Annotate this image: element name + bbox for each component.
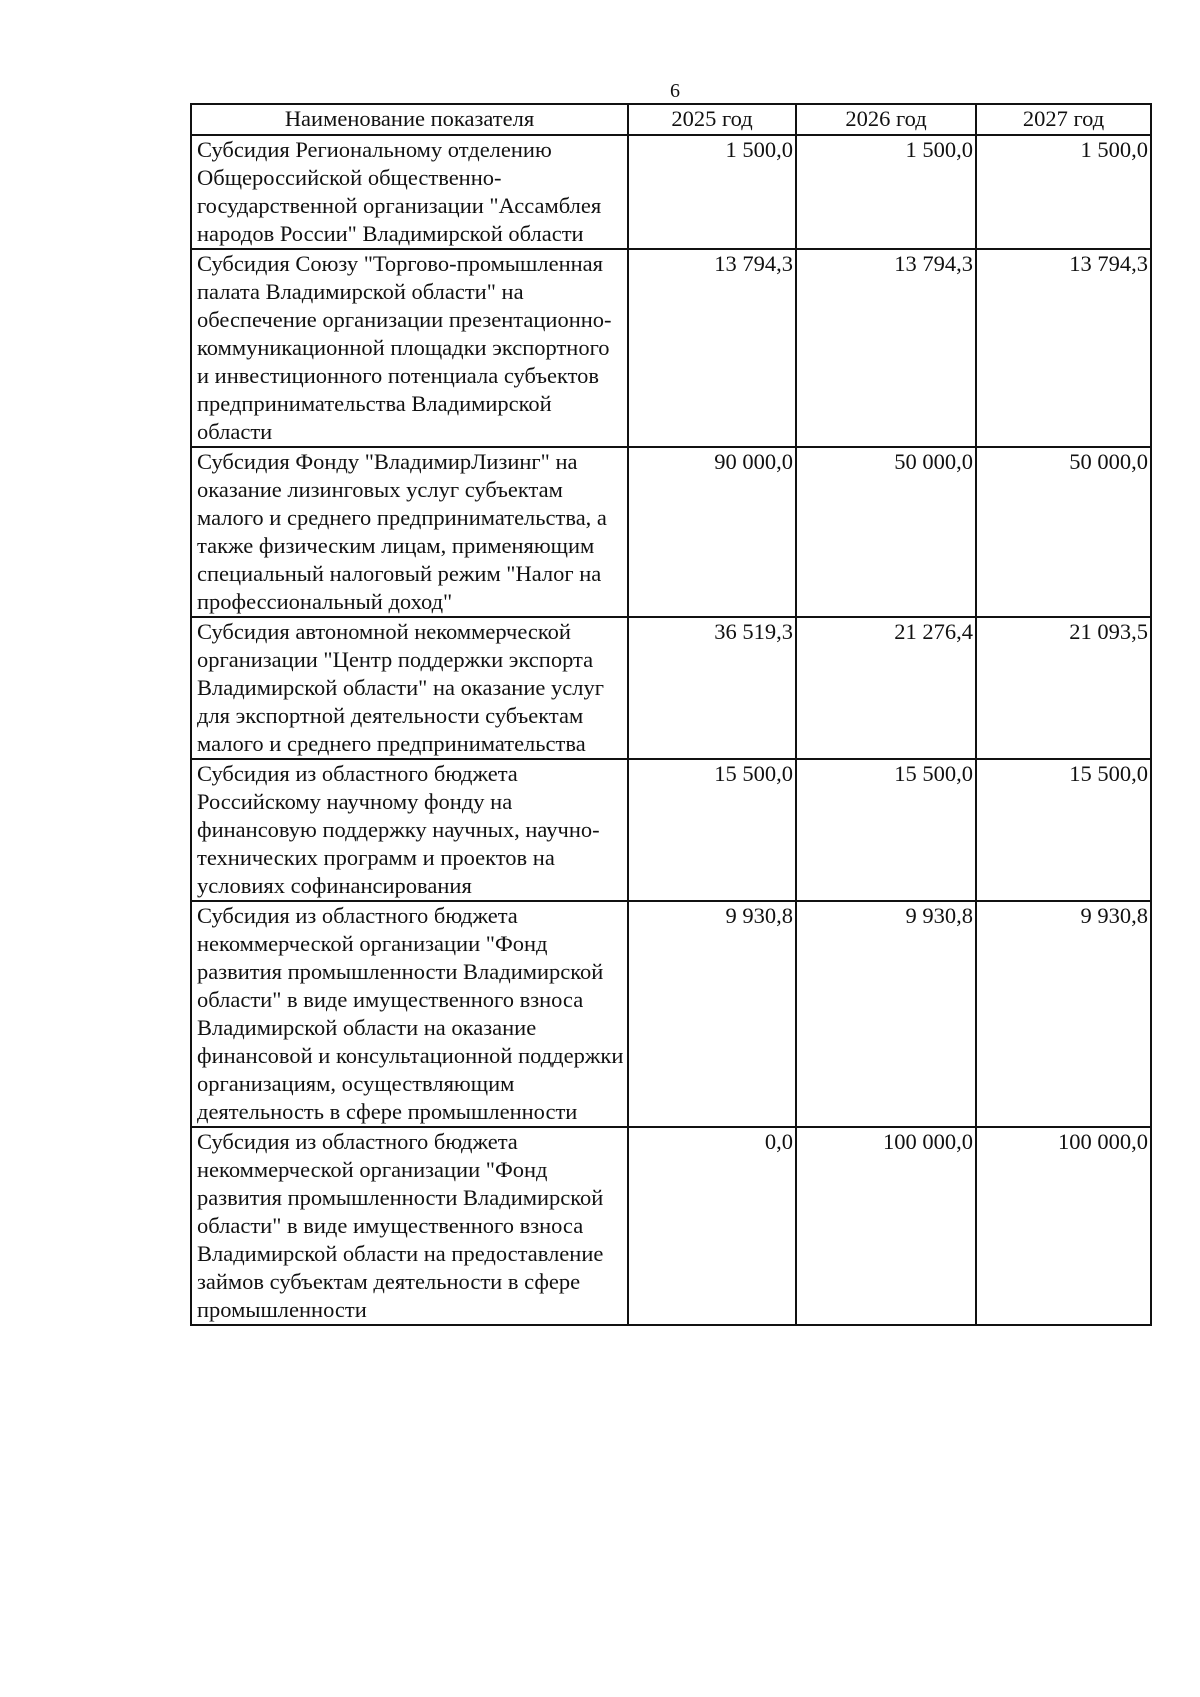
value-2025: 90 000,0 — [628, 447, 796, 617]
value-2027: 9 930,8 — [976, 901, 1151, 1127]
indicator-name: Субсидия из областного бюджета некоммерческой организации "Фонд развития промышленности Владимирской области" в виде имущественного взноса Владимирской области на предоставление займов субъектам деятельности в сфере промышленности — [191, 1127, 628, 1325]
value-2026: 100 000,0 — [796, 1127, 976, 1325]
table-row — [191, 249, 1151, 447]
indicators-table — [190, 103, 1152, 1326]
table-row — [191, 135, 1151, 249]
header-year-2027: 2027 год — [976, 104, 1151, 135]
value-2025: 9 930,8 — [628, 901, 796, 1127]
header-indicator-name: Наименование показателя — [191, 104, 628, 135]
value-2026: 15 500,0 — [796, 759, 976, 901]
indicator-name: Субсидия Союзу "Торгово-промышленная палата Владимирской области" на обеспечение организации презентационно-коммуникационной площадки экспортного и инвестиционного потенциала субъектов предпринимательства Владимирской области — [191, 249, 628, 447]
value-2025: 36 519,3 — [628, 617, 796, 759]
table-row — [191, 901, 1151, 1127]
value-2026: 1 500,0 — [796, 135, 976, 249]
page-number: 6 — [670, 80, 680, 102]
value-2025: 15 500,0 — [628, 759, 796, 901]
value-2027: 1 500,0 — [976, 135, 1151, 249]
value-2026: 50 000,0 — [796, 447, 976, 617]
value-2026: 13 794,3 — [796, 249, 976, 447]
value-2025: 1 500,0 — [628, 135, 796, 249]
indicator-name: Субсидия из областного бюджета Российскому научному фонду на финансовую поддержку научных, научно-технических программ и проектов на условиях софинансирования — [191, 759, 628, 901]
table-header-row — [191, 104, 1151, 135]
table-row — [191, 759, 1151, 901]
value-2027: 50 000,0 — [976, 447, 1151, 617]
table-row — [191, 617, 1151, 759]
value-2027: 100 000,0 — [976, 1127, 1151, 1325]
indicator-name: Субсидия Региональному отделению Общероссийской общественно-государственной организации "Ассамблея народов России" Владимирской области — [191, 135, 628, 249]
indicator-name: Субсидия из областного бюджета некоммерческой организации "Фонд развития промышленности Владимирской области" в виде имущественного взноса Владимирской области на оказание финансовой и консультационной поддержки организациям, осуществляющим деятельность в сфере промышленности — [191, 901, 628, 1127]
value-2027: 21 093,5 — [976, 617, 1151, 759]
header-year-2026: 2026 год — [796, 104, 976, 135]
header-year-2025: 2025 год — [628, 104, 796, 135]
value-2026: 9 930,8 — [796, 901, 976, 1127]
table-row — [191, 1127, 1151, 1325]
indicator-name: Субсидия автономной некоммерческой организации "Центр поддержки экспорта Владимирской области" на оказание услуг для экспортной деятельности субъектам малого и среднего предпринимательства — [191, 617, 628, 759]
value-2027: 15 500,0 — [976, 759, 1151, 901]
table-row — [191, 447, 1151, 617]
value-2025: 0,0 — [628, 1127, 796, 1325]
value-2026: 21 276,4 — [796, 617, 976, 759]
value-2027: 13 794,3 — [976, 249, 1151, 447]
value-2025: 13 794,3 — [628, 249, 796, 447]
indicator-name: Субсидия Фонду "ВладимирЛизинг" на оказание лизинговых услуг субъектам малого и среднего предпринимательства, а также физическим лицам, применяющим специальный налоговый режим "Налог на профессиональный доход" — [191, 447, 628, 617]
